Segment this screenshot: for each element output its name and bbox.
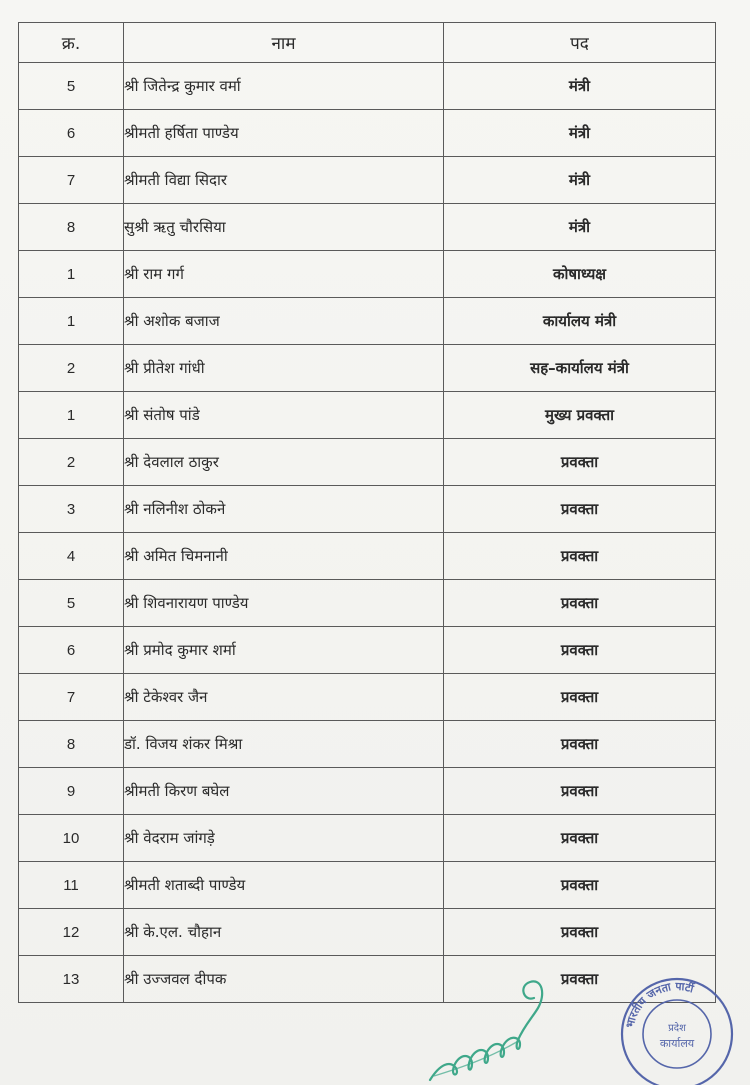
serial-number-cell: 1 [19, 392, 124, 439]
table-row [19, 768, 716, 815]
post-cell: प्रवक्ता [444, 439, 716, 486]
table-row [19, 909, 716, 956]
name-cell: श्री अशोक बजाज [124, 298, 444, 345]
table-row [19, 627, 716, 674]
serial-number-cell: 5 [19, 63, 124, 110]
name-cell: श्री प्रीतेश गांधी [124, 345, 444, 392]
table-row [19, 815, 716, 862]
serial-number-cell: 13 [19, 956, 124, 1003]
name-cell: श्री प्रमोद कुमार शर्मा [124, 627, 444, 674]
header-serial: क्र. [19, 23, 124, 63]
serial-number-cell: 11 [19, 862, 124, 909]
post-cell: मंत्री [444, 63, 716, 110]
office-bearers-table [18, 22, 716, 1003]
table-row [19, 251, 716, 298]
stamp-ring-text: भारतीय जनता पार्टी [623, 979, 696, 1030]
serial-number-cell: 3 [19, 486, 124, 533]
name-cell: श्री अमित चिमनानी [124, 533, 444, 580]
table-row [19, 956, 716, 1003]
table-row [19, 63, 716, 110]
signature [420, 968, 570, 1085]
post-cell: प्रवक्ता [444, 627, 716, 674]
post-cell: सह–कार्यालय मंत्री [444, 345, 716, 392]
table-row [19, 533, 716, 580]
name-cell: श्री उज्जवल दीपक [124, 956, 444, 1003]
serial-number-cell: 10 [19, 815, 124, 862]
table-header-row [19, 23, 716, 63]
serial-number-cell: 9 [19, 768, 124, 815]
table-row [19, 110, 716, 157]
serial-number-cell: 12 [19, 909, 124, 956]
table-row [19, 345, 716, 392]
table-row [19, 674, 716, 721]
name-cell: श्री शिवनारायण पाण्डेय [124, 580, 444, 627]
serial-number-cell: 8 [19, 204, 124, 251]
post-cell: कार्यालय मंत्री [444, 298, 716, 345]
serial-number-cell: 6 [19, 110, 124, 157]
stamp-line-1: प्रदेश [668, 1023, 686, 1034]
post-cell: प्रवक्ता [444, 956, 716, 1003]
name-cell: श्रीमती शताब्दी पाण्डेय [124, 862, 444, 909]
serial-number-cell: 6 [19, 627, 124, 674]
table-row [19, 580, 716, 627]
post-cell: प्रवक्ता [444, 580, 716, 627]
table-row [19, 486, 716, 533]
serial-number-cell: 4 [19, 533, 124, 580]
post-cell: मंत्री [444, 110, 716, 157]
stamp-line-2: कार्यालय [659, 1037, 695, 1050]
name-cell: श्रीमती हर्षिता पाण्डेय [124, 110, 444, 157]
post-cell: प्रवक्ता [444, 815, 716, 862]
table-row [19, 298, 716, 345]
post-cell: प्रवक्ता [444, 721, 716, 768]
name-cell: श्री के.एल. चौहान [124, 909, 444, 956]
office-stamp [618, 975, 736, 1085]
name-cell: श्री संतोष पांडे [124, 392, 444, 439]
post-cell: मुख्य प्रवक्ता [444, 392, 716, 439]
post-cell: प्रवक्ता [444, 674, 716, 721]
name-cell: श्री वेदराम जांगड़े [124, 815, 444, 862]
post-cell: प्रवक्ता [444, 768, 716, 815]
serial-number-cell: 8 [19, 721, 124, 768]
serial-number-cell: 5 [19, 580, 124, 627]
serial-number-cell: 1 [19, 298, 124, 345]
post-cell: मंत्री [444, 157, 716, 204]
name-cell: श्री देवलाल ठाकुर [124, 439, 444, 486]
table-row [19, 392, 716, 439]
name-cell: सुश्री ऋतु चौरसिया [124, 204, 444, 251]
post-cell: प्रवक्ता [444, 862, 716, 909]
table-row [19, 157, 716, 204]
name-cell: डॉ. विजय शंकर मिश्रा [124, 721, 444, 768]
serial-number-cell: 1 [19, 251, 124, 298]
header-post: पद [444, 23, 716, 63]
post-cell: मंत्री [444, 204, 716, 251]
post-cell: प्रवक्ता [444, 533, 716, 580]
name-cell: श्री टेकेश्वर जैन [124, 674, 444, 721]
name-cell: श्री राम गर्ग [124, 251, 444, 298]
post-cell: कोषाध्यक्ष [444, 251, 716, 298]
serial-number-cell: 2 [19, 439, 124, 486]
table-row [19, 439, 716, 486]
name-cell: श्रीमती किरण बघेल [124, 768, 444, 815]
name-cell: श्रीमती विद्या सिदार [124, 157, 444, 204]
post-cell: प्रवक्ता [444, 486, 716, 533]
post-cell: प्रवक्ता [444, 909, 716, 956]
table-row [19, 721, 716, 768]
serial-number-cell: 2 [19, 345, 124, 392]
header-name: नाम [124, 23, 444, 63]
serial-number-cell: 7 [19, 674, 124, 721]
table-row [19, 862, 716, 909]
table-row [19, 204, 716, 251]
name-cell: श्री नलिनीश ठोकने [124, 486, 444, 533]
name-cell: श्री जितेन्द्र कुमार वर्मा [124, 63, 444, 110]
serial-number-cell: 7 [19, 157, 124, 204]
